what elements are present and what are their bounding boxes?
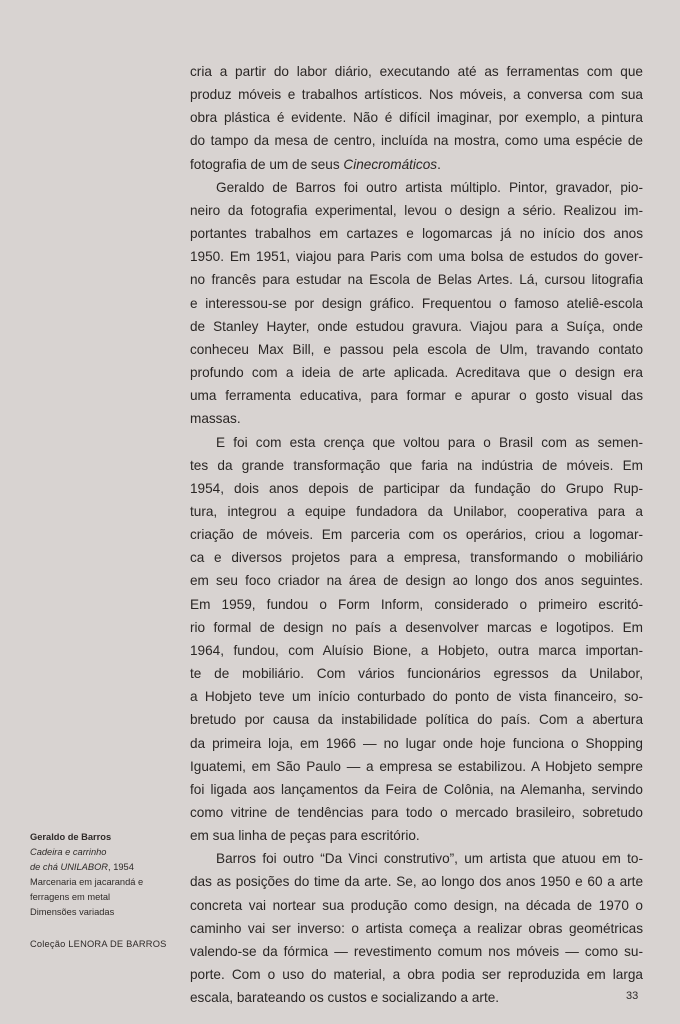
body-line xyxy=(190,199,643,222)
body-line-text: E foi com esta crença que voltou para o Brasil com as semen- xyxy=(216,434,643,450)
caption-material-2: ferragens em metal xyxy=(30,892,111,902)
body-line-text: em sua linha de peças para escritório. xyxy=(190,828,420,844)
body-line xyxy=(190,245,643,268)
body-line xyxy=(190,153,643,176)
body-line-text: do tampo da mesa de centro, incluída na mostra, como uma espécie de xyxy=(190,133,643,149)
body-line-text: Iguatemi, em São Paulo — a empresa se estabilizou. A Hobjeto sempre xyxy=(190,758,643,774)
body-line xyxy=(190,477,643,500)
body-line xyxy=(190,963,643,986)
caption-material-1: Marcenaria em jacarandá e xyxy=(30,877,144,887)
body-line xyxy=(190,83,643,106)
body-line-text: tura, integrou a equipe fundadora da Unilabor, cooperativa para a xyxy=(190,503,643,519)
body-line-text: profundo com a ideia de arte aplicada. Acreditava que o design era xyxy=(190,365,643,381)
body-line xyxy=(190,500,643,523)
body-line-text: criação de móveis. Em parceria com os operários, criou a logomar- xyxy=(190,527,643,543)
body-line xyxy=(190,176,643,199)
body-line-text: uma ferramenta educativa, para formar e apurar o gosto visual das xyxy=(190,388,643,404)
body-line xyxy=(190,129,643,152)
body-line xyxy=(190,60,643,83)
body-line-text: Geraldo de Barros foi outro artista múltiplo. Pintor, gravador, pio- xyxy=(216,179,643,195)
body-line-text: de Stanley Hayter, onde estudou gravura. Viajou para a Suíça, onde xyxy=(190,318,643,334)
body-line-text: valendo-se da fórmica — revestimento comum nos móveis — como su- xyxy=(190,943,643,959)
body-text-column xyxy=(190,60,643,1009)
body-line xyxy=(190,222,643,245)
body-line-text: 1964, fundou, com Aluísio Bione, a Hobjeto, outra marca importan- xyxy=(190,642,643,658)
body-line xyxy=(190,940,643,963)
body-line-text: Em 1959, fundou o Form Inform, considerado o primeiro escritó- xyxy=(190,596,643,612)
body-line xyxy=(190,870,643,893)
body-line xyxy=(190,986,643,1009)
caption-dimensions: Dimensões variadas xyxy=(30,907,115,917)
body-line-text: fotografia de um de seus xyxy=(190,156,344,172)
body-line xyxy=(190,917,643,940)
body-line xyxy=(190,824,643,847)
body-line-text: portantes trabalhos em cartazes e logomarcas já no início dos anos xyxy=(190,226,643,242)
body-line xyxy=(190,778,643,801)
body-line-text: ca e diversos projetos para a empresa, transformando o mobiliário xyxy=(190,550,643,566)
body-line-text: escala, barateando os custos e socializando a arte. xyxy=(190,990,500,1006)
body-line-text: te de mobiliário. Com vários funcionários egressos da Unilabor, xyxy=(190,666,643,682)
body-line xyxy=(190,106,643,129)
body-line-text: neiro da fotografia experimental, levou o design a sério. Realizou im- xyxy=(190,202,643,218)
body-line xyxy=(190,685,643,708)
body-line xyxy=(190,407,643,430)
caption-year: , 1954 xyxy=(108,862,134,872)
body-line-text: foi ligada aos lançamentos da Feira de Colônia, na Alemanha, servindo xyxy=(190,781,643,797)
body-line-text: rio formal de design no país a desenvolver marcas e logotipos. Em xyxy=(190,619,643,635)
body-line xyxy=(190,569,643,592)
body-line xyxy=(190,755,643,778)
body-line-text: e interessou-se por design gráfico. Frequentou o famoso ateliê-escola xyxy=(190,295,643,311)
body-line xyxy=(190,662,643,685)
body-line xyxy=(190,523,643,546)
body-line xyxy=(190,431,643,454)
body-line xyxy=(190,708,643,731)
body-line-text: em seu foco criador na área de design ao longo dos anos seguintes. xyxy=(190,573,643,589)
page-number: 33 xyxy=(626,990,639,1002)
body-line-text: no francês para estudar na Escola de Belas Artes. Lá, cursou litografia xyxy=(190,272,643,288)
body-line-text: cria a partir do labor diário, executando até as ferramentas com que xyxy=(190,64,643,79)
body-line-text: 1950. Em 1951, viajou para Paris com uma bolsa de estudos do gover- xyxy=(190,249,643,265)
body-line-text: obra plástica é evidente. Não é difícil imaginar, por exemplo, a pintura xyxy=(190,110,643,126)
body-line-text: caminho vai ser inverso: o artista começa a realizar obras geométricas xyxy=(190,920,643,936)
body-line-text: Barros foi outro “Da Vinci construtivo”, um artista que atuou em to- xyxy=(216,851,643,867)
body-line xyxy=(190,384,643,407)
body-line-italic-text: Cinecromáticos xyxy=(343,156,438,172)
body-line-text: da primeira loja, em 1966 — no lugar onde hoje funciona o Shopping xyxy=(190,735,643,751)
body-line-text: das as posições do time da arte. Se, ao longo dos anos 1950 e 60 a arte xyxy=(190,874,643,890)
body-line xyxy=(190,732,643,755)
body-line xyxy=(190,361,643,384)
body-line xyxy=(190,546,643,569)
body-line-text-after: . xyxy=(437,156,441,172)
body-line-text: como vitrine de tendências para todo o mercado brasileiro, sobretudo xyxy=(190,805,643,820)
body-line-text: a Hobjeto teve um início conturbado do ponto de vista financeiro, so- xyxy=(190,689,643,705)
body-line xyxy=(190,593,643,616)
body-line xyxy=(190,338,643,361)
body-line-text: bretudo por causa da instabilidade política do país. Com a abertura xyxy=(190,712,643,728)
body-line-text: massas. xyxy=(190,411,241,427)
body-line-text: tes da grande transformação que faria na indústria de móveis. Em xyxy=(190,457,643,473)
caption-work-title-italic: de chá UNILABOR xyxy=(30,862,109,872)
body-line xyxy=(190,292,643,315)
caption-work-title: Cadeira e carrinho xyxy=(30,847,107,857)
image-caption xyxy=(30,830,180,952)
body-line-text: porte. Com o uso do material, a obra podia ser reproduzida em larga xyxy=(190,967,643,983)
body-line-text: conheceu Max Bill, e passou pela escola de Ulm, travando contato xyxy=(190,341,643,357)
body-line xyxy=(190,315,643,338)
body-line-text: produz móveis e trabalhos artísticos. Nos móveis, a conversa com sua xyxy=(190,87,643,103)
body-line xyxy=(190,639,643,662)
body-line-text: 1954, dois anos depois de participar da fundação do Grupo Rup- xyxy=(190,480,643,496)
body-line xyxy=(190,268,643,291)
caption-artist: Geraldo de Barros xyxy=(30,832,112,842)
caption-collection: Coleção LENORA DE BARROS xyxy=(30,939,167,949)
caption-work-title-line2 xyxy=(30,860,180,875)
body-line-text: concreta vai nortear sua produção como design, na década de 1970 o xyxy=(190,897,643,913)
body-line xyxy=(190,616,643,639)
body-line xyxy=(190,454,643,477)
body-line xyxy=(190,847,643,870)
body-line xyxy=(190,801,643,824)
body-line xyxy=(190,894,643,917)
